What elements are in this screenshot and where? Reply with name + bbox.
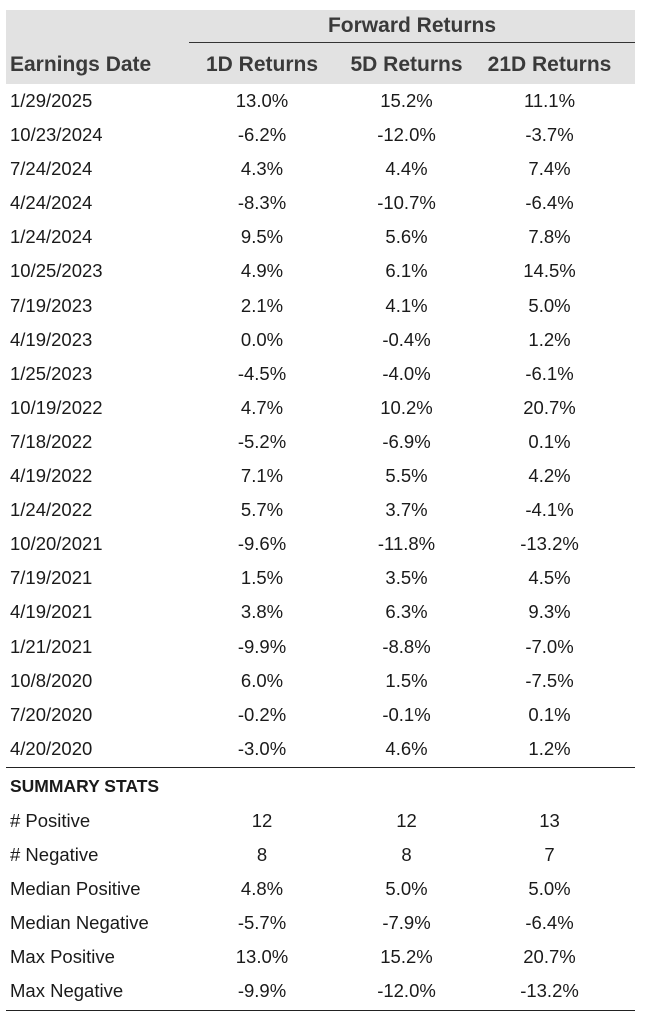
- summary-label-cell: Max Positive: [10, 946, 115, 968]
- table-row: [6, 698, 635, 732]
- return-5d-cell: 4.4%: [385, 158, 428, 180]
- earnings-date-cell: 4/20/2020: [10, 737, 93, 759]
- return-5d-cell: -10.7%: [377, 192, 436, 214]
- summary-row: [6, 838, 635, 872]
- return-21d-cell: 0.1%: [528, 703, 571, 725]
- return-5d-cell: 15.2%: [380, 946, 433, 968]
- return-5d-cell: 15.2%: [380, 90, 433, 111]
- summary-label-cell: # Negative: [10, 843, 99, 865]
- return-1d-cell: -8.3%: [237, 192, 287, 214]
- forward-returns-group-header: Forward Returns: [189, 10, 635, 43]
- return-5d-cell: 5.6%: [385, 226, 428, 248]
- summary-row: [6, 906, 635, 940]
- earnings-date-cell: 1/24/2024: [10, 226, 93, 248]
- earnings-date-cell: 10/25/2023: [10, 260, 103, 282]
- return-5d-cell: -7.9%: [382, 912, 431, 934]
- earnings-date-cell: 4/19/2022: [10, 465, 93, 487]
- return-21d-cell: 7: [544, 843, 555, 865]
- return-1d-cell: 0.0%: [240, 328, 284, 350]
- earnings-date-cell: 7/20/2020: [10, 703, 93, 725]
- earnings-date-cell: 10/23/2024: [10, 124, 103, 146]
- return-5d-cell: -0.4%: [382, 328, 431, 350]
- table-row: [6, 254, 635, 288]
- earnings-date-cell: 1/29/2025: [10, 90, 93, 111]
- table-bottom-rule: [6, 1010, 635, 1011]
- earnings-date-cell: 10/20/2021: [10, 533, 103, 555]
- column-header-earnings-date: Earnings Date: [10, 53, 152, 76]
- table-row: [6, 84, 635, 118]
- return-5d-cell: 10.2%: [380, 396, 433, 418]
- return-1d-cell: 3.8%: [240, 601, 284, 623]
- table-row: [6, 152, 635, 186]
- return-5d-cell: 3.7%: [385, 499, 428, 521]
- return-5d-cell: 6.1%: [385, 260, 428, 282]
- earnings-date-cell: 1/21/2021: [10, 635, 93, 657]
- table-row: [6, 220, 635, 254]
- table-row: [6, 186, 635, 220]
- summary-row: [6, 872, 635, 906]
- summary-row: [6, 974, 635, 1008]
- return-1d-cell: 13.0%: [235, 946, 289, 968]
- return-21d-cell: 5.0%: [528, 294, 571, 316]
- return-1d-cell: -0.2%: [237, 703, 287, 725]
- return-21d-cell: 20.7%: [523, 946, 576, 968]
- table-row: [6, 118, 635, 152]
- summary-label-cell: Max Negative: [10, 980, 124, 1002]
- return-5d-cell: 12: [396, 809, 417, 831]
- return-1d-cell: 7.1%: [240, 465, 284, 487]
- earnings-date-cell: 4/19/2021: [10, 601, 93, 623]
- earnings-date-cell: 1/24/2022: [10, 499, 93, 521]
- return-1d-cell: 4.3%: [240, 158, 284, 180]
- earnings-date-cell: 10/19/2022: [10, 396, 103, 418]
- return-21d-cell: 7.8%: [528, 226, 571, 248]
- table-row: [6, 357, 635, 391]
- column-header-5d-returns: 5D Returns: [350, 53, 463, 76]
- return-5d-cell: -12.0%: [377, 980, 436, 1002]
- return-1d-cell: 4.8%: [240, 878, 284, 900]
- return-5d-cell: -0.1%: [382, 703, 431, 725]
- return-5d-cell: 4.6%: [385, 737, 428, 759]
- return-5d-cell: 6.3%: [385, 601, 428, 623]
- return-21d-cell: 4.2%: [528, 465, 571, 487]
- summary-label-cell: Median Positive: [10, 878, 141, 900]
- return-5d-cell: 4.1%: [385, 294, 428, 316]
- earnings-date-cell: 4/24/2024: [10, 192, 93, 214]
- return-5d-cell: -8.8%: [382, 635, 431, 657]
- return-1d-cell: -9.9%: [237, 980, 287, 1002]
- table-row: [6, 459, 635, 493]
- earnings-date-cell: 7/19/2023: [10, 294, 93, 316]
- data-rows: [6, 84, 635, 766]
- return-21d-cell: -4.1%: [525, 499, 574, 521]
- table-row: [6, 732, 635, 766]
- return-21d-cell: 11.1%: [523, 90, 576, 111]
- return-5d-cell: 5.0%: [385, 878, 428, 900]
- summary-rows: [6, 804, 635, 1009]
- return-21d-cell: 14.5%: [523, 260, 576, 282]
- return-5d-cell: 3.5%: [385, 567, 428, 589]
- return-21d-cell: -6.4%: [525, 912, 574, 934]
- return-21d-cell: 0.1%: [528, 430, 571, 452]
- return-1d-cell: 6.0%: [240, 669, 284, 691]
- return-1d-cell: -5.2%: [237, 430, 287, 452]
- table-row: [6, 561, 635, 595]
- return-1d-cell: 5.7%: [240, 499, 284, 521]
- table-row: [6, 527, 635, 561]
- return-21d-cell: 7.4%: [528, 158, 571, 180]
- table-row: [6, 664, 635, 698]
- summary-label-cell: Median Negative: [10, 912, 149, 934]
- return-1d-cell: -3.0%: [237, 737, 287, 759]
- return-5d-cell: -6.9%: [382, 430, 431, 452]
- return-5d-cell: 5.5%: [385, 465, 428, 487]
- return-21d-cell: -6.1%: [525, 362, 574, 384]
- return-1d-cell: 9.5%: [240, 226, 284, 248]
- summary-label-cell: # Positive: [10, 809, 91, 831]
- summary-row: [6, 940, 635, 974]
- return-1d-cell: 2.1%: [240, 294, 284, 316]
- return-1d-cell: 12: [251, 809, 273, 831]
- return-21d-cell: 9.3%: [528, 601, 571, 623]
- return-21d-cell: 20.7%: [523, 396, 576, 418]
- table-row: [6, 630, 635, 664]
- return-21d-cell: -6.4%: [525, 192, 574, 214]
- table-row: [6, 493, 635, 527]
- return-21d-cell: -13.2%: [520, 980, 579, 1002]
- table-row: [6, 391, 635, 425]
- return-21d-cell: -7.0%: [525, 635, 574, 657]
- return-1d-cell: -4.5%: [237, 362, 287, 384]
- table-row: [6, 425, 635, 459]
- return-5d-cell: -4.0%: [382, 362, 431, 384]
- return-21d-cell: 5.0%: [528, 878, 571, 900]
- return-21d-cell: 1.2%: [528, 737, 571, 759]
- return-5d-cell: 8: [401, 843, 412, 865]
- earnings-date-cell: 4/19/2023: [10, 328, 93, 350]
- return-1d-cell: -6.2%: [237, 124, 287, 146]
- column-header-1d-returns: 1D Returns: [205, 53, 319, 76]
- summary-row: [6, 804, 635, 838]
- returns-table: [6, 10, 635, 1011]
- earnings-date-cell: 7/19/2021: [10, 567, 93, 589]
- earnings-date-cell: 7/18/2022: [10, 430, 93, 452]
- return-1d-cell: -5.7%: [237, 912, 287, 934]
- table-header: [6, 10, 635, 84]
- return-1d-cell: 4.7%: [240, 396, 284, 418]
- return-1d-cell: -9.9%: [237, 635, 287, 657]
- return-1d-cell: 1.5%: [240, 567, 284, 589]
- return-1d-cell: 8: [256, 843, 268, 865]
- return-21d-cell: -3.7%: [525, 124, 574, 146]
- table-row: [6, 595, 635, 629]
- column-header-21d-returns: 21D Returns: [487, 53, 612, 76]
- return-21d-cell: -13.2%: [520, 533, 579, 555]
- return-1d-cell: 13.0%: [235, 90, 289, 111]
- return-21d-cell: -7.5%: [525, 669, 574, 691]
- return-1d-cell: 4.9%: [240, 260, 284, 282]
- summary-stats-title: SUMMARY STATS: [10, 775, 160, 796]
- return-1d-cell: -9.6%: [237, 533, 287, 555]
- earnings-date-cell: 10/8/2020: [10, 669, 93, 691]
- earnings-date-cell: 1/25/2023: [10, 362, 93, 384]
- return-21d-cell: 4.5%: [528, 567, 571, 589]
- table-row: [6, 323, 635, 357]
- return-21d-cell: 13: [539, 809, 560, 831]
- table-row: [6, 289, 635, 323]
- earnings-date-cell: 7/24/2024: [10, 158, 93, 180]
- return-5d-cell: -11.8%: [377, 533, 436, 555]
- return-5d-cell: -12.0%: [377, 124, 436, 146]
- return-5d-cell: 1.5%: [385, 669, 428, 691]
- return-21d-cell: 1.2%: [528, 328, 571, 350]
